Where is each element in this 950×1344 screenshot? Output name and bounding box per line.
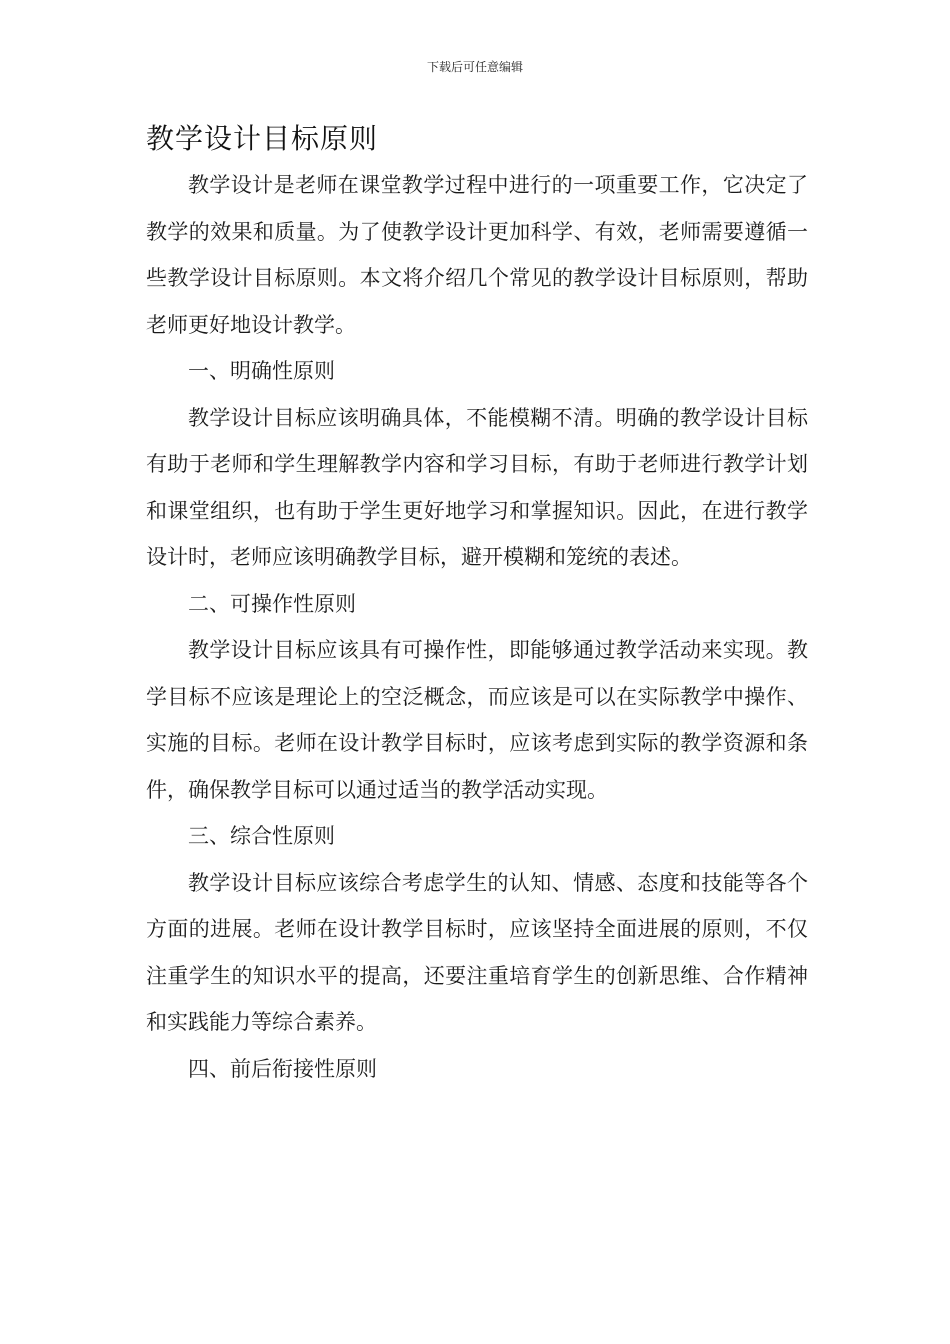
document-title: 教学设计目标原则 (146, 122, 379, 155)
header-note: 下载后可任意编辑 (426, 60, 523, 74)
section-heading-2: 二、可操作性原则 (188, 591, 356, 616)
section-paragraph-2: 教学设计目标应该具有可操作性，即能够通过教学活动来实现。教学目标不应该是理论上的空泛概念，而应该是可以在实际教学中操作、实施的目标。老师在设计教学目标时，应该考虑到实际的教学资源和条件，确保教学目标可以通过适当的教学活动实现。 (146, 638, 808, 802)
section-paragraph-1: 教学设计目标应该明确具体，不能模糊不清。明确的教学设计目标有助于老师和学生理解教学内容和学习目标，有助于老师进行教学计划和课堂组织，也有助于学生更好地学习和掌握知识。因此，在进行教学设计时，老师应该明确教学目标，避开模糊和笼统的表述。 (146, 405, 808, 569)
section-paragraph-3: 教学设计目标应该综合考虑学生的认知、情感、态度和技能等各个方面的进展。老师在设计教学目标时，应该坚持全面进展的原则，不仅注重学生的知识水平的提高，还要注重培育学生的创新思维、合作精神和实践能力等综合素养。 (146, 870, 808, 1034)
section-heading-1: 一、明确性原则 (188, 359, 335, 383)
section-heading-4: 四、前后衔接性原则 (188, 1056, 377, 1081)
intro-paragraph: 教学设计是老师在课堂教学过程中进行的一项重要工作，它决定了教学的效果和质量。为了使教学设计更加科学、有效，老师需要遵循一些教学设计目标原则。本文将介绍几个常见的教学设计目标原则，帮助老师更好地设计教学。 (146, 173, 808, 337)
document-body (146, 162, 808, 1092)
section-heading-3: 三、综合性原则 (188, 824, 335, 848)
